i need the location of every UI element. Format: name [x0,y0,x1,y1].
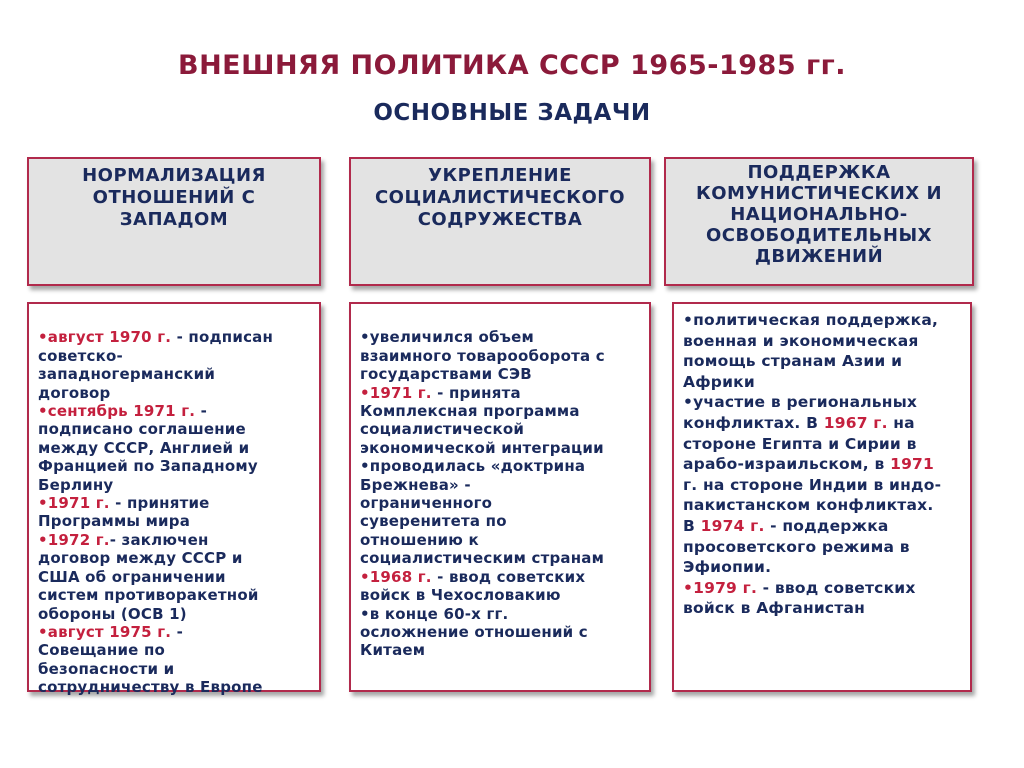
item-date: •1979 г. [683,578,758,597]
item-text: г. на стороне Индии в индо- пакистанском конфликтах. В [683,475,942,535]
header-box-normalization [27,157,321,286]
content-text-liberation-movements [683,310,964,619]
item-date: 1974 г. [700,516,765,535]
item-text: на стороне Египта и Сирии в арабо-израильском, в [683,413,917,474]
header-text-socialist-commonwealth: УКРЕПЛЕНИЕ СОЦИАЛИСТИЧЕСКОГО СОДРУЖЕСТВА [374,165,626,230]
item-text: - подписано соглашение между СССР, Англией и Францией по Западному Берлину [38,402,258,494]
item-text: •участие в региональных конфликтах. В [683,393,918,432]
item-date: 1967 г. [823,413,888,432]
page-title: ВНЕШНЯЯ ПОЛИТИКА СССР 1965-1985 гг. [177,50,846,81]
item-text: - ввод советских войск в Чехословакию [360,567,586,605]
item-text: - поддержка просоветского режима в Эфиопии. [683,516,910,577]
item-date: •сентябрь 1971 г. [38,402,196,421]
item-text: - ввод советских войск в Афганистан [683,578,916,618]
content-box-socialist-commonwealth [349,302,651,692]
header-text-normalization: НОРМАЛИЗАЦИЯ ОТНОШЕНИЙ С ЗАПАДОМ [82,165,266,230]
content-box-liberation-movements [672,302,972,692]
item-date: •1972 г. [38,530,110,549]
header-box-liberation-movements [664,157,974,286]
item-text: - подписан советско- западногерманский договор [38,328,274,402]
item-date: 1971 [890,455,935,474]
item-text: - заключен договор между СССР и США об ограничении систем противоракетной обороны (ОСВ 1) [38,530,259,623]
page-subtitle: ОСНОВНЫЕ ЗАДАЧИ [373,100,651,126]
item-date: •1971 г. [38,494,110,513]
content-text-socialist-commonwealth [360,310,643,660]
item-date: •1971 г. [360,383,432,402]
header-box-socialist-commonwealth [349,157,651,286]
item-text: •в конце 60-х гг. осложнение отношений с Китаем [360,604,588,660]
item-text: - Совещание по безопасности и сотрудничеству в Европе [38,622,263,697]
item-date: •август 1975 г. [38,622,172,641]
item-date: •1968 г. [360,567,432,586]
item-text: - принята Комплексная программа социалистической экономической интеграции [360,383,604,457]
item-text: •увеличился объем взаимного товарооборота с государствами СЭВ [360,328,605,384]
item-text: - принятие Программы мира [38,494,210,531]
item-text: •политическая поддержка, военная и экономическая помощь странам Азии и Африки [683,311,939,391]
header-text-liberation-movements: ПОДДЕРЖКА КОМУНИСТИЧЕСКИХ И НАЦИОНАЛЬНО- ОСВОБОДИТЕЛЬНЫХ ДВИЖЕНИЙ [695,162,943,267]
item-date: •август 1970 г. [38,328,172,347]
content-text-normalization [38,310,313,697]
item-text: •проводилась «доктрина Брежнева» - ограниченного суверенитета по отношению к социалистическим странам [360,457,605,568]
content-box-normalization [27,302,321,697]
